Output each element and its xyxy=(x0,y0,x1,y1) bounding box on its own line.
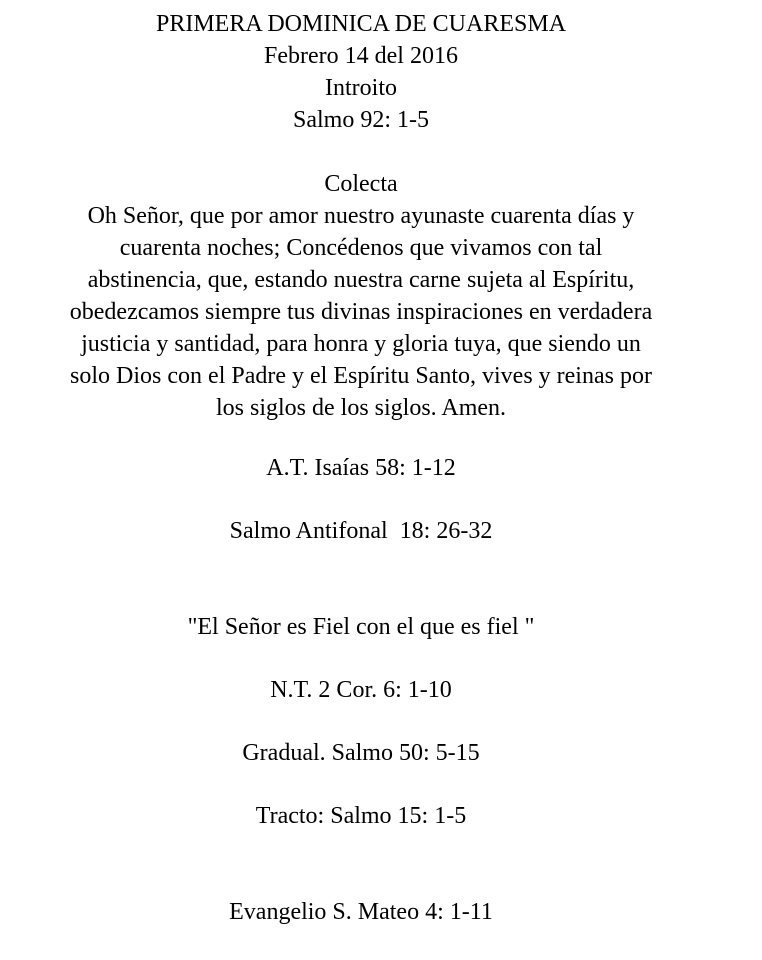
collect-line: justicia y santidad, para honra y gloria tuya, que siendo un xyxy=(81,331,641,357)
collect-line: solo Dios con el Padre y el Espíritu Santo, vives y reinas por xyxy=(70,363,652,389)
page-title: PRIMERA DOMINICA DE CUARESMA xyxy=(155,11,567,37)
introit-label: Introito xyxy=(325,75,397,101)
collect-line: cuarenta noches; Concédenos que vivamos con tal xyxy=(119,235,603,261)
antiphonal-psalm: Salmo Antifonal 18: 26-32 xyxy=(229,518,493,544)
collect-prayer xyxy=(0,200,722,424)
antiphon-quote: "El Señor es Fiel con el que es fiel " xyxy=(187,614,535,640)
collect-heading: Colecta xyxy=(324,171,398,197)
gospel-reading: Evangelio S. Mateo 4: 1-11 xyxy=(229,899,493,925)
tract: Tracto: Salmo 15: 1-5 xyxy=(255,803,467,829)
gradual: Gradual. Salmo 50: 5-15 xyxy=(242,740,480,766)
collect-line: obedezcamos siempre tus divinas inspiraciones en verdadera xyxy=(69,299,653,325)
collect-line: abstinencia, que, estando nuestra carne sujeta al Espíritu, xyxy=(87,267,635,293)
collect-line: los siglos de los siglos. Amen. xyxy=(215,395,507,421)
new-testament-reading: N.T. 2 Cor. 6: 1-10 xyxy=(270,677,452,703)
collect-line: Oh Señor, que por amor nuestro ayunaste cuarenta días y xyxy=(87,203,635,229)
service-date: Febrero 14 del 2016 xyxy=(264,43,458,69)
old-testament-reading: A.T. Isaías 58: 1-12 xyxy=(266,455,456,481)
introit-reference: Salmo 92: 1-5 xyxy=(293,107,429,133)
